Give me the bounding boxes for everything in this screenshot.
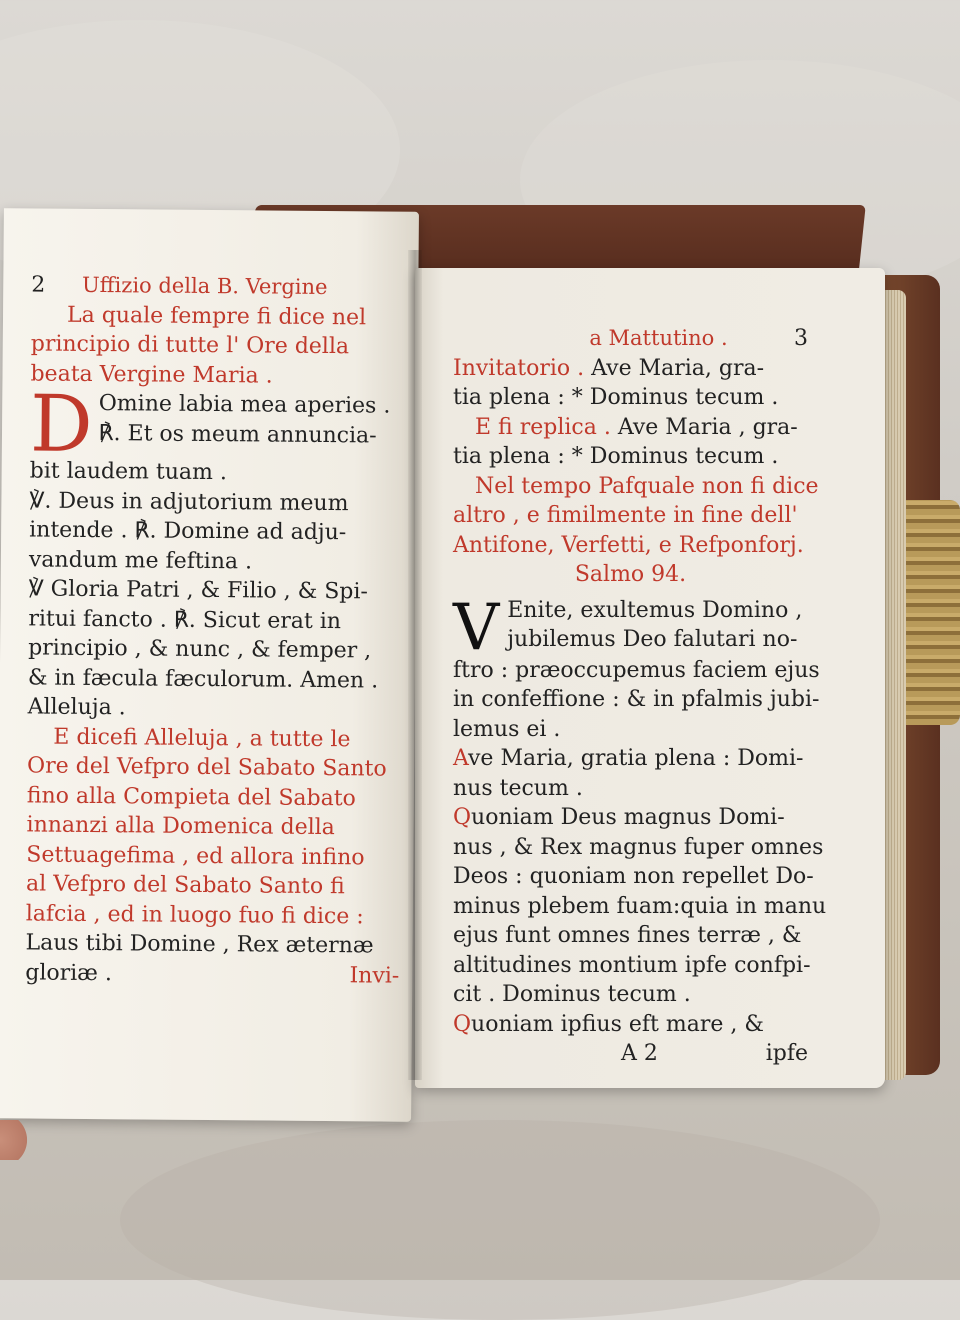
body-line: intende . ℟. Domine ad adju- (29, 517, 347, 546)
book-spine-gilt (898, 500, 960, 725)
body-line: Alleluja . (27, 694, 126, 721)
invitatory-line (453, 413, 808, 443)
right-catchword: ipfe (765, 1041, 808, 1066)
verse-line: cit . Dominus tecum . (453, 982, 691, 1007)
body-line: principio , & nunc , & femper , (28, 635, 372, 664)
left-catchword: Invi- (349, 962, 400, 989)
rubric-line: Antifone, Verfetti, e Refponforj. (453, 532, 804, 558)
cloth-fold (120, 1120, 880, 1320)
left-header (31, 270, 411, 303)
invitatory-line (453, 442, 808, 472)
body-line: & in fæcula fæculorum. Amen . (27, 664, 379, 693)
finger (0, 1120, 40, 1160)
body-line: ℟. Et os meum annuncia- (98, 420, 377, 448)
verse-line: altitudines montium ipfe confpi- (453, 952, 811, 978)
footer-line (453, 1039, 808, 1069)
rubric-line: Nel tempo Pafquale non fi dice (475, 473, 819, 499)
body-line: ℣. Deus in adjutorium meum (29, 487, 349, 516)
invitatory-text: tia plena : * Dominus tecum . (453, 444, 779, 469)
body-line: ritui fancto . ℟. Sicut erat in (28, 605, 342, 634)
invitatory-rubric: E fi replica . (475, 414, 611, 440)
antiphon-line: nus tecum . (453, 775, 583, 801)
right-running-head: a Mattutino . (589, 326, 728, 350)
verse-line: ejus funt omnes fines terræ , & (453, 923, 802, 948)
psalm-line: jubilemus Deo falutari no- (507, 627, 798, 652)
invitatory-text: tia plena : * Dominus tecum . (453, 385, 779, 410)
psalm-line: in confeffione : & in pfalmis jubi- (453, 687, 820, 712)
body-line: bit laudem tuam . (29, 458, 228, 486)
right-page-number: 3 (794, 326, 808, 351)
body-line: vandum me feftina . (28, 546, 253, 574)
antiphon-line: Ave Maria, gratia plena : Domi- (453, 746, 804, 771)
verse-line: Deos : quoniam non repellet Do- (453, 864, 814, 889)
rubric-line: fino alla Compieta del Sabato (26, 782, 356, 811)
signature-mark: A 2 (621, 1041, 658, 1066)
drop-cap-d: D (29, 379, 94, 470)
left-page (0, 208, 419, 1122)
rubric-line: al Vefpro del Sabato Santo fi (25, 871, 345, 900)
rubric-line: innanzi alla Domenica della (26, 812, 335, 841)
verse-line: Quoniam ipfius eft mare , & (453, 1011, 764, 1037)
verse-line: minus plebem fuam:quia in manu (453, 893, 827, 919)
right-page (415, 268, 885, 1088)
invitatory-line (453, 383, 808, 413)
psalm-title: Salmo 94. (574, 562, 687, 587)
rubric-line: Ore del Vefpro del Sabato Santo (27, 753, 387, 782)
invitatory-rubric: Invitatorio . (453, 355, 585, 381)
rubric-intro (30, 300, 411, 392)
closing-last-line (25, 958, 405, 991)
rubric-line: lafcia , ed in luogo fuo fi dice : (25, 900, 364, 929)
rubric-line: altro , e fimilmente in fine dell' (453, 503, 798, 528)
body-line: Omine labia mea aperies . (98, 391, 391, 419)
drop-cap-v: V (453, 590, 500, 665)
invitatory-text: Ave Maria , gra- (617, 414, 798, 440)
rubric-line: beata Vergine Maria . (30, 360, 273, 389)
psalm-line: Enite, exultemus Domino , (507, 597, 803, 623)
body-line: ℣ Gloria Patri , & Filio , & Spi- (28, 576, 369, 605)
rubric-line: Settuagefima , ed allora infino (26, 841, 365, 870)
rubric-line: principio di tutte l' Ore della (30, 331, 350, 360)
versicle-block (27, 379, 410, 725)
left-page-number: 2 (31, 272, 46, 298)
psalm-line: ftro : præoccupemus faciem ejus (453, 657, 820, 683)
invitatory-text: Ave Maria, gra- (591, 355, 765, 381)
book-gutter (408, 250, 422, 1080)
closing-line: gloriæ . (25, 959, 113, 986)
psalm-block (453, 590, 820, 745)
psalm-line: lemus ei . (453, 716, 561, 742)
rubric-line: E dicefi Alleluja , a tutte le (53, 724, 351, 752)
left-page-text (25, 270, 411, 990)
rubric-line: La quale fempre fi dice nel (66, 302, 367, 330)
verse-line: Quoniam Deus magnus Domi- (453, 805, 785, 830)
right-header (453, 324, 808, 354)
invitatory-line (453, 354, 808, 384)
closing-line: Laus tibi Domine , Rex æternæ (25, 930, 374, 959)
verse-line: nus , & Rex magnus fuper omnes (453, 834, 824, 860)
right-page-text (453, 324, 827, 1069)
left-running-head: Uffizio della B. Vergine (81, 272, 328, 300)
rubric-alleluja (26, 722, 408, 932)
